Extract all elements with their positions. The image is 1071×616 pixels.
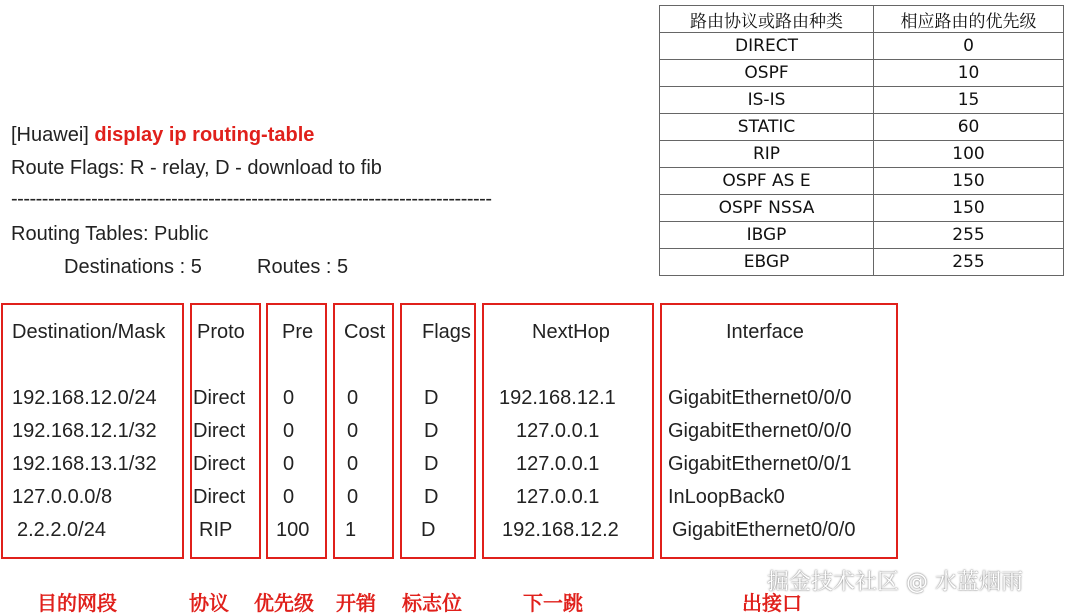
priority-value-cell: 100 (874, 141, 1064, 168)
row-proto: Direct (193, 453, 246, 475)
row-interface: GigabitEthernet0/0/1 (668, 453, 852, 475)
route-flags-line: Route Flags: R - relay, D - download to fib (11, 157, 382, 179)
separator-line: ------------------------------------------------------------------------------ (11, 188, 492, 210)
row-proto: Direct (193, 486, 246, 508)
priority-protocol-cell: OSPF (660, 60, 874, 87)
row-proto: RIP (199, 519, 233, 541)
priority-value-cell: 60 (874, 114, 1064, 141)
label-flags-cn: 标志位 (402, 591, 462, 615)
label-destination-cn: 目的网段 (37, 591, 117, 615)
row-destination: 192.168.13.1/32 (12, 453, 157, 475)
row-proto: Direct (193, 387, 246, 409)
table-row (660, 114, 1064, 141)
row-destination: 2.2.2.0/24 (17, 519, 106, 541)
row-interface: InLoopBack0 (668, 486, 785, 508)
label-interface-cn: 出接口 (742, 591, 802, 615)
priority-protocol-cell: EBGP (660, 249, 874, 276)
header-nexthop: NextHop (532, 321, 610, 343)
table-row (660, 168, 1064, 195)
row-flags: D (424, 387, 439, 409)
row-cost: 0 (347, 387, 359, 409)
table-row (660, 87, 1064, 114)
priority-value-cell: 150 (874, 168, 1064, 195)
command-prompt: [Huawei] (11, 124, 95, 146)
priority-protocol-cell: OSPF NSSA (660, 195, 874, 222)
table-row (660, 141, 1064, 168)
route-priority-table (659, 5, 1064, 276)
row-destination: 192.168.12.1/32 (12, 420, 157, 442)
label-pre-cn: 优先级 (254, 591, 314, 615)
command-line (11, 123, 314, 147)
row-interface: GigabitEthernet0/0/0 (668, 387, 852, 409)
row-flags: D (421, 519, 436, 541)
row-pre: 100 (276, 519, 310, 541)
command-text: display ip routing-table (94, 124, 315, 146)
row-flags: D (424, 420, 439, 442)
priority-protocol-cell: STATIC (660, 114, 874, 141)
row-pre: 0 (283, 453, 295, 475)
row-cost: 0 (347, 486, 359, 508)
header-cost: Cost (344, 321, 386, 343)
row-pre: 0 (283, 486, 295, 508)
row-cost: 1 (345, 519, 357, 541)
header-proto: Proto (197, 321, 245, 343)
watermark-text: 掘金技术社区 @ 水蓝烟雨 (767, 570, 1023, 595)
row-cost: 0 (347, 453, 359, 475)
label-cost-cn: 开销 (336, 591, 376, 615)
priority-table-header-row (660, 6, 1064, 33)
destinations-count: Destinations : 5 (64, 256, 202, 278)
table-row (660, 195, 1064, 222)
table-row (660, 249, 1064, 276)
table-row (660, 33, 1064, 60)
priority-value-cell: 255 (874, 222, 1064, 249)
routes-count: Routes : 5 (257, 256, 349, 278)
row-flags: D (424, 486, 439, 508)
row-nexthop: 127.0.0.1 (516, 453, 600, 475)
priority-value-cell: 0 (874, 33, 1064, 60)
header-pre: Pre (282, 321, 314, 343)
priority-protocol-cell: DIRECT (660, 33, 874, 60)
priority-protocol-cell: IS-IS (660, 87, 874, 114)
header-interface: Interface (726, 321, 804, 343)
row-nexthop: 192.168.12.1 (499, 387, 616, 409)
row-interface: GigabitEthernet0/0/0 (668, 420, 852, 442)
priority-value-cell: 15 (874, 87, 1064, 114)
row-pre: 0 (283, 387, 295, 409)
priority-protocol-cell: IBGP (660, 222, 874, 249)
priority-header-preference: 相应路由的优先级 (874, 6, 1064, 33)
label-proto-cn: 协议 (189, 591, 229, 615)
table-row (660, 60, 1064, 87)
priority-value-cell: 150 (874, 195, 1064, 222)
priority-value-cell: 255 (874, 249, 1064, 276)
routing-tables-line: Routing Tables: Public (11, 223, 209, 245)
header-destination-mask: Destination/Mask (12, 321, 166, 343)
row-proto: Direct (193, 420, 246, 442)
row-destination: 192.168.12.0/24 (12, 387, 157, 409)
row-nexthop: 127.0.0.1 (516, 420, 600, 442)
priority-protocol-cell: OSPF AS E (660, 168, 874, 195)
header-flags: Flags (422, 321, 471, 343)
row-nexthop: 127.0.0.1 (516, 486, 600, 508)
row-pre: 0 (283, 420, 295, 442)
table-row (660, 222, 1064, 249)
row-flags: D (424, 453, 439, 475)
row-nexthop: 192.168.12.2 (502, 519, 619, 541)
row-destination: 127.0.0.0/8 (12, 486, 113, 508)
row-interface: GigabitEthernet0/0/0 (672, 519, 856, 541)
row-cost: 0 (347, 420, 359, 442)
priority-header-protocol: 路由协议或路由种类 (660, 6, 874, 33)
priority-value-cell: 10 (874, 60, 1064, 87)
label-nexthop-cn: 下一跳 (523, 591, 583, 615)
priority-protocol-cell: RIP (660, 141, 874, 168)
